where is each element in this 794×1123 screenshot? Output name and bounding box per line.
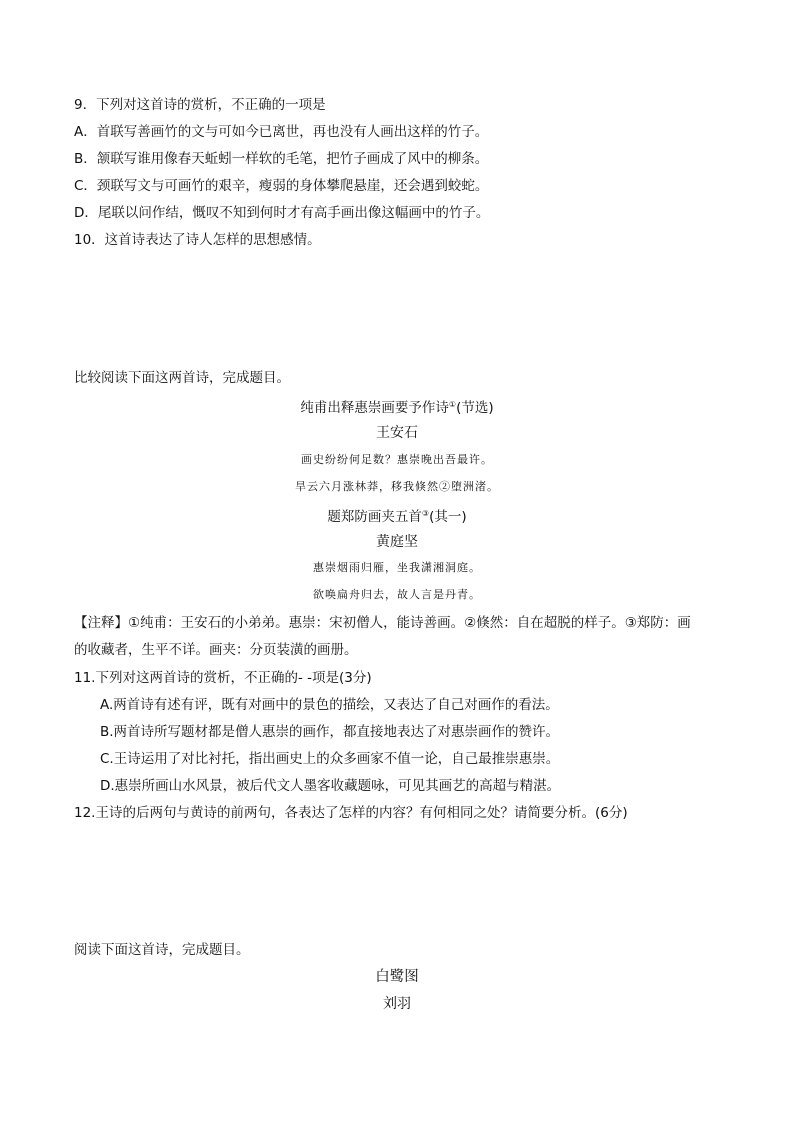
q12-stem: 12.王诗的后两句与黄诗的前两句，各表达了怎样的内容？有何相同之处？请简要分析。(6分) <box>74 805 628 821</box>
poem2-title-footnote-mark: ③ <box>421 509 430 518</box>
q11-option-d: D.惠崇所画山水风景，被后代文人墨客收藏题咏，可见其画艺的高超与精湛。 <box>100 778 561 794</box>
q11-option-c: C.王诗运用了对比衬托，指出画史上的众多画家不值一论，自己最推崇惠崇。 <box>100 751 560 767</box>
poem2-line-1: 惠崇烟雨归雁，坐我潇湘洞庭。 <box>313 561 481 574</box>
poem2-title-suffix: (其一) <box>429 509 467 525</box>
poem1-title <box>0 395 794 418</box>
q9-option-b: B．颔联写谁用像春天蚯蚓一样软的毛笔，把竹子画成了风中的柳条。 <box>74 151 489 167</box>
q9-stem: 9．下列对这首诗的赏析，不正确的一项是 <box>74 97 326 113</box>
q9-option-c: C．颈联写文与可画竹的艰辛，瘦弱的身体攀爬悬崖，还会遇到蛟蛇。 <box>74 178 489 194</box>
q9-option-a: A．首联写善画竹的文与可如今已离世，再也没有人画出这样的竹子。 <box>74 124 489 140</box>
annotation-line-2: 的收藏者，生平不详。画夹：分页装潢的画册。 <box>74 642 358 658</box>
poem2-line-2: 欲唤扁舟归去，故人言是丹青。 <box>313 588 481 601</box>
section3-intro: 阅读下面这首诗，完成题目。 <box>74 942 250 958</box>
poem1-author: 王安石 <box>376 425 418 441</box>
poem1-line-1: 画史纷纷何足数？惠崇晚出吾最许。 <box>301 453 493 466</box>
q11-stem: 11.下列对这两首诗的赏析，不正确的- -项是(3分) <box>74 670 372 686</box>
q11-option-a: A.两首诗有述有评，既有对画中的景色的描绘，又表达了自己对画作的看法。 <box>100 697 559 713</box>
section2-intro: 比较阅读下面这两首诗，完成题目。 <box>74 370 290 386</box>
q9-option-d: D．尾联以问作结，慨叹不知到何时才有高手画出像这幅画中的竹子。 <box>74 205 490 221</box>
q11-option-b: B.两首诗所写题材都是僧人惠崇的画作，都直接地表达了对惠崇画作的赞许。 <box>100 724 560 740</box>
poem1-line-2: 旱云六月涨林莽，移我倏然②堕洲渚。 <box>295 480 499 493</box>
poem3-author: 刘羽 <box>383 996 411 1012</box>
poem3-title: 白鹭图 <box>375 969 419 985</box>
q10-stem: 10．这首诗表达了诗人怎样的思想感情。 <box>74 232 321 248</box>
poem2-title-text: 题郑防画夹五首 <box>327 509 422 525</box>
annotation-line-1: 【注释】①纯甫：王安石的小弟弟。惠崇：宋初僧人，能诗善画。②倏然：自在超脱的样子。③郑防：画 <box>74 615 691 631</box>
poem2-title <box>0 504 794 527</box>
poem1-title-suffix: (节选) <box>456 400 494 416</box>
poem2-author: 黄庭坚 <box>376 534 418 550</box>
poem1-title-text: 纯甫出释惠崇画要予作诗 <box>300 400 449 416</box>
poem1-title-footnote-mark: ① <box>448 400 457 409</box>
